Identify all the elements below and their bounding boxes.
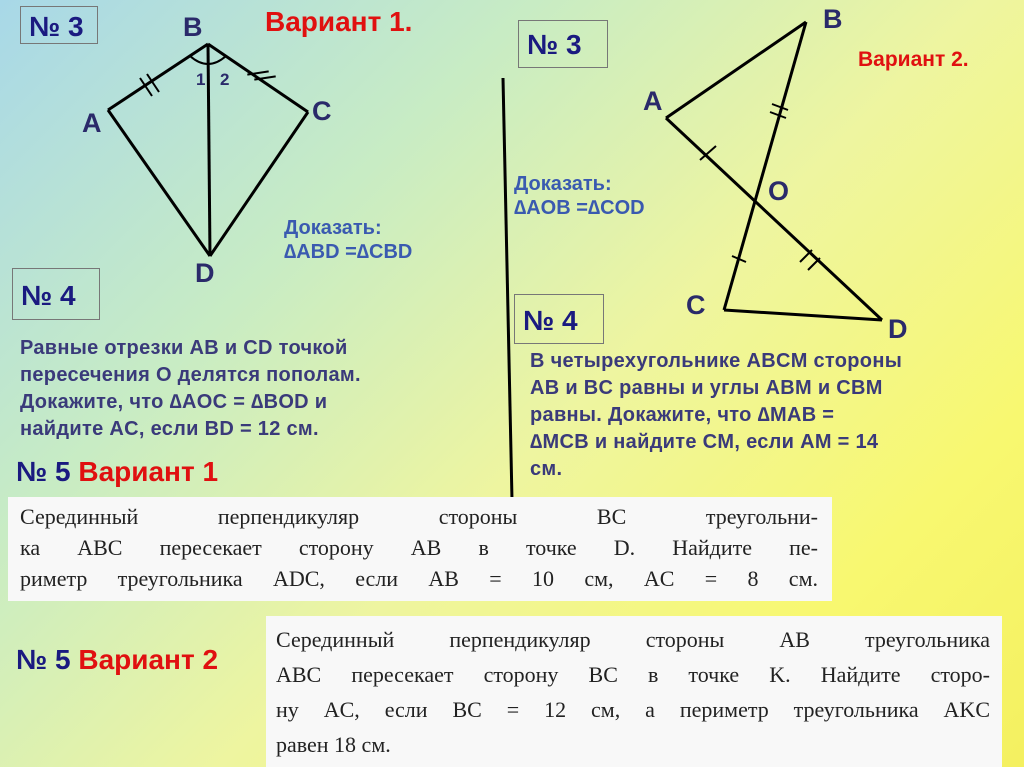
angle-2-label: 2 [220,70,230,89]
prove-block-right [514,172,645,220]
point-a-left: A [82,108,102,138]
point-o-right: O [768,176,790,206]
crossing-triangles-figure [666,22,882,320]
task4-left-line: Докажите, что ∆AOC = ∆BOD и [20,391,328,413]
task4-left-line: Равные отрезки AB и CD точкой [20,337,348,359]
task-number-4-left: № 4 [12,268,100,320]
task4-right-line: AB и BC равны и углы ABM и CBM [530,377,883,399]
task5-v1-line: Серединный перпендикуляр стороны BC треугольни- [20,504,818,529]
task5-v2-scan [266,616,1002,767]
task5-v2-line: ну AC, если BC = 12 см, а периметр треугольника AKC [276,697,990,722]
divider-line [503,78,512,500]
task5-v1-number: № 5 [16,456,71,487]
task5-v1-variant: Вариант 1 [78,456,219,487]
task-number-3-left: № 3 [20,6,98,44]
task5-v1-line: ка ABC пересекает сторону AB в точке D. Найдите пе- [20,535,818,560]
prove-label-right: Доказать: [514,173,612,195]
task5-v1-heading [16,456,218,488]
point-c-left: C [312,96,332,126]
prove-label-left: Доказать: [284,217,382,239]
task4-left-line: найдите AC, если BD = 12 см. [20,418,319,440]
prove-statement-right: ∆AOB =∆COD [514,197,645,219]
task-number-4-right: № 4 [514,294,604,344]
task4-left-line: пересечения O делятся пополам. [20,364,361,386]
kite-figure [108,44,308,256]
point-b-left: B [183,12,203,42]
task5-v2-line: равен 18 см. [276,732,391,757]
task4-right-line: см. [530,458,563,480]
task4-right-line: равны. Докажите, что ∆MAB = [530,404,835,426]
prove-statement-left: ∆ABD =∆CBD [284,241,413,263]
point-d-right: D [888,314,908,344]
task4-right-line: В четырехугольнике ABCM стороны [530,350,903,372]
task5-v2-heading [16,644,218,676]
task4-right-text [530,348,902,483]
angle-1-label: 1 [196,70,206,89]
task4-left-text [20,335,361,443]
variant-2-title: Вариант 2. [858,48,969,71]
variant-1-title: Вариант 1. [265,6,413,37]
task4-right-line: ∆MCB и найдите CM, если AM = 14 [530,431,879,453]
point-b-right: B [823,4,843,34]
task5-v2-line: Серединный перпендикуляр стороны AB треугольника [276,627,990,652]
task5-v1-scan [8,497,832,601]
task5-v1-line: риметр треугольника ADC, если AB = 10 см, AC = 8 см. [20,566,818,591]
prove-block-left [284,216,412,264]
point-d-left: D [195,258,215,288]
task5-v2-number: № 5 [16,644,71,675]
task-number-3-right: № 3 [518,20,608,68]
point-c-right: C [686,290,706,320]
task5-v2-variant: Вариант 2 [78,644,219,675]
task5-v2-line: ABC пересекает сторону BC в точке K. Найдите сторо- [276,662,990,687]
point-a-right: A [643,86,663,116]
